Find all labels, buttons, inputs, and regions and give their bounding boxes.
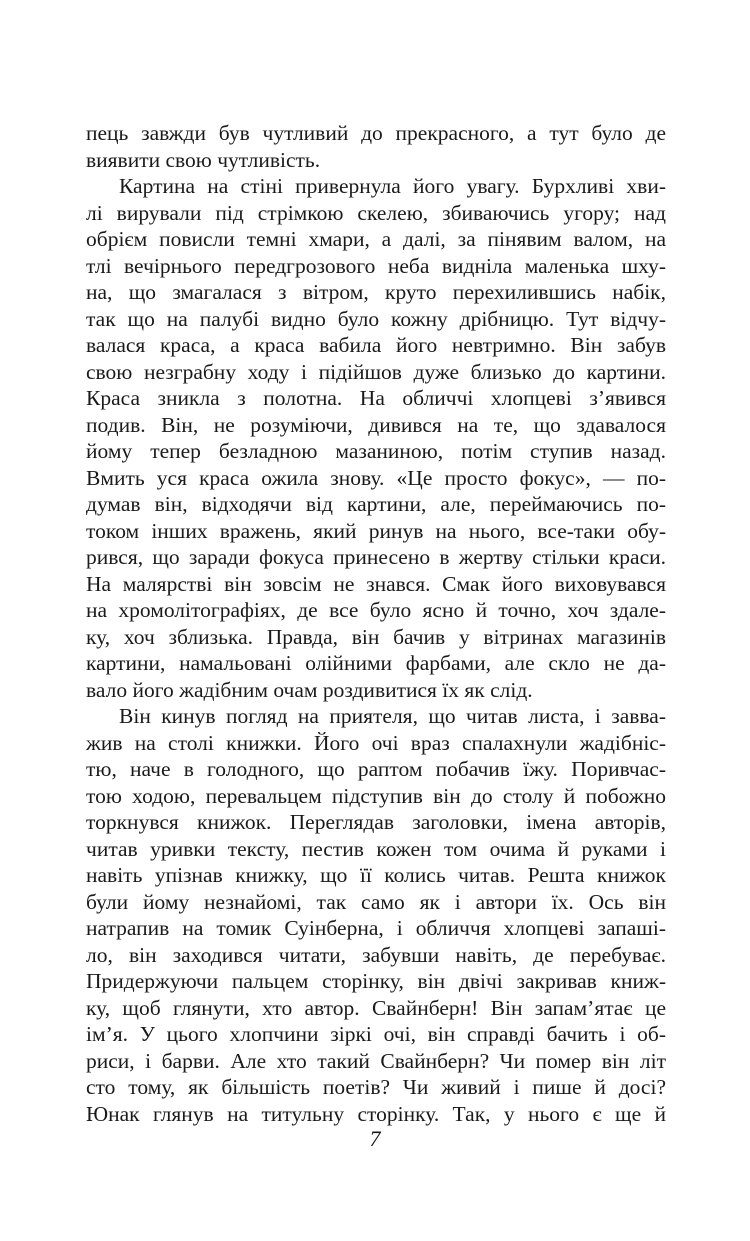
text-line: свою незграбну ходу і підійшов дуже близько до картини. xyxy=(86,359,666,384)
paragraph xyxy=(86,173,666,703)
text-line: на, що змагалася з вітром, круто перехилившись набік, xyxy=(86,280,666,304)
page-number: 7 xyxy=(369,1126,381,1151)
text-line: тю, наче в голодного, що раптом побачив їжу. Поривчас- xyxy=(86,757,666,781)
text-line: обрієм повисли темні хмари, а далі, за пінявим валом, на xyxy=(86,227,666,251)
text-line: сто тому, як більшість поетів? Чи живий і пише й досі? xyxy=(86,1075,666,1099)
text-line: Вмить уся краса ожила знову. «Це просто фокус», — по- xyxy=(86,465,666,490)
text-line: так що на палубі видно було кожну дрібницю. Тут відчу- xyxy=(86,306,666,331)
text-line: читав уривки тексту, пестив кожен том очима й руками і xyxy=(86,836,666,861)
text-line: током інших вражень, який ринув на нього, все-таки обу- xyxy=(86,518,666,543)
text-line: картини, намальовані олійними фарбами, але скло не да- xyxy=(86,651,666,675)
body-text xyxy=(86,120,666,1127)
text-line: пець завжди був чутливий до прекрасного, а тут було де xyxy=(86,121,666,145)
text-line: подив. Він, не розуміючи, дивився на те, що здавалося xyxy=(86,412,666,437)
text-line: на хромолітографіях, де все було ясно й точно, хоч здале- xyxy=(86,598,666,622)
text-line: йому тепер безладною мазаниною, потім ступив назад. xyxy=(86,439,666,463)
text-line: ім’я. У цього хлопчини зіркі очі, він справді бачить і об- xyxy=(86,1022,666,1046)
text-line: вало його жадібним очам роздивитися їх як слід. xyxy=(86,677,533,702)
text-line: валася краса, а краса вабила його невтримно. Він забув xyxy=(86,333,666,357)
text-line: На малярстві він зовсім не знався. Смак його виховувався xyxy=(86,571,666,596)
text-line: навіть упізнав книжку, що її колись читав. Решта книжок xyxy=(86,863,666,887)
text-line: Він кинув погляд на приятеля, що читав листа, і завва- xyxy=(119,704,666,728)
paragraph xyxy=(86,120,666,173)
text-line: риси, і барви. Але хто такий Свайнберн? Чи помер він літ xyxy=(86,1048,666,1073)
text-line: були йому незнайомі, так само як і автори їх. Ось він xyxy=(86,889,666,914)
text-line: ку, щоб глянути, хто автор. Свайнберн! Він запам’ятає це xyxy=(86,995,666,1020)
text-line: торкнувся книжок. Переглядав заголовки, імена авторів, xyxy=(86,810,666,834)
paragraph xyxy=(86,703,666,1127)
text-line: виявити свою чутливість. xyxy=(86,147,321,172)
text-line: Придержуючи пальцем сторінку, він двічі закривав книж- xyxy=(86,969,666,993)
text-line: ло, він заходився читати, забувши навіть, де перебуває. xyxy=(86,942,666,967)
text-line: лі вирували під стрімкою скелею, збиваючись угору; над xyxy=(86,200,666,225)
text-line: натрапив на томик Суінберна, і обличчя хлопцеві запаші- xyxy=(86,916,666,940)
text-line: жив на столі книжки. Його очі враз спалахнули жадібніс- xyxy=(86,730,666,755)
text-line: думав він, відходячи від картини, але, переймаючись по- xyxy=(86,492,666,516)
text-line: Картина на стіні привернула його увагу. Бурхливі хви- xyxy=(119,174,666,198)
text-line: рився, що заради фокуса принесено в жертву стільки краси. xyxy=(86,545,666,569)
text-line: тою ходою, перевальцем підступив він до столу й побожно xyxy=(86,783,666,808)
text-line: тлі вечірнього передгрозового неба виднiла маленька шху- xyxy=(86,253,666,278)
text-line: ку, хоч зблизька. Правда, він бачив у вітринах магазинів xyxy=(86,624,666,649)
text-line: Краса зникла з полотна. На обличчі хлопцеві з’явився xyxy=(86,386,666,410)
text-line: Юнак глянув на титульну сторінку. Так, у нього є ще й xyxy=(86,1101,666,1126)
